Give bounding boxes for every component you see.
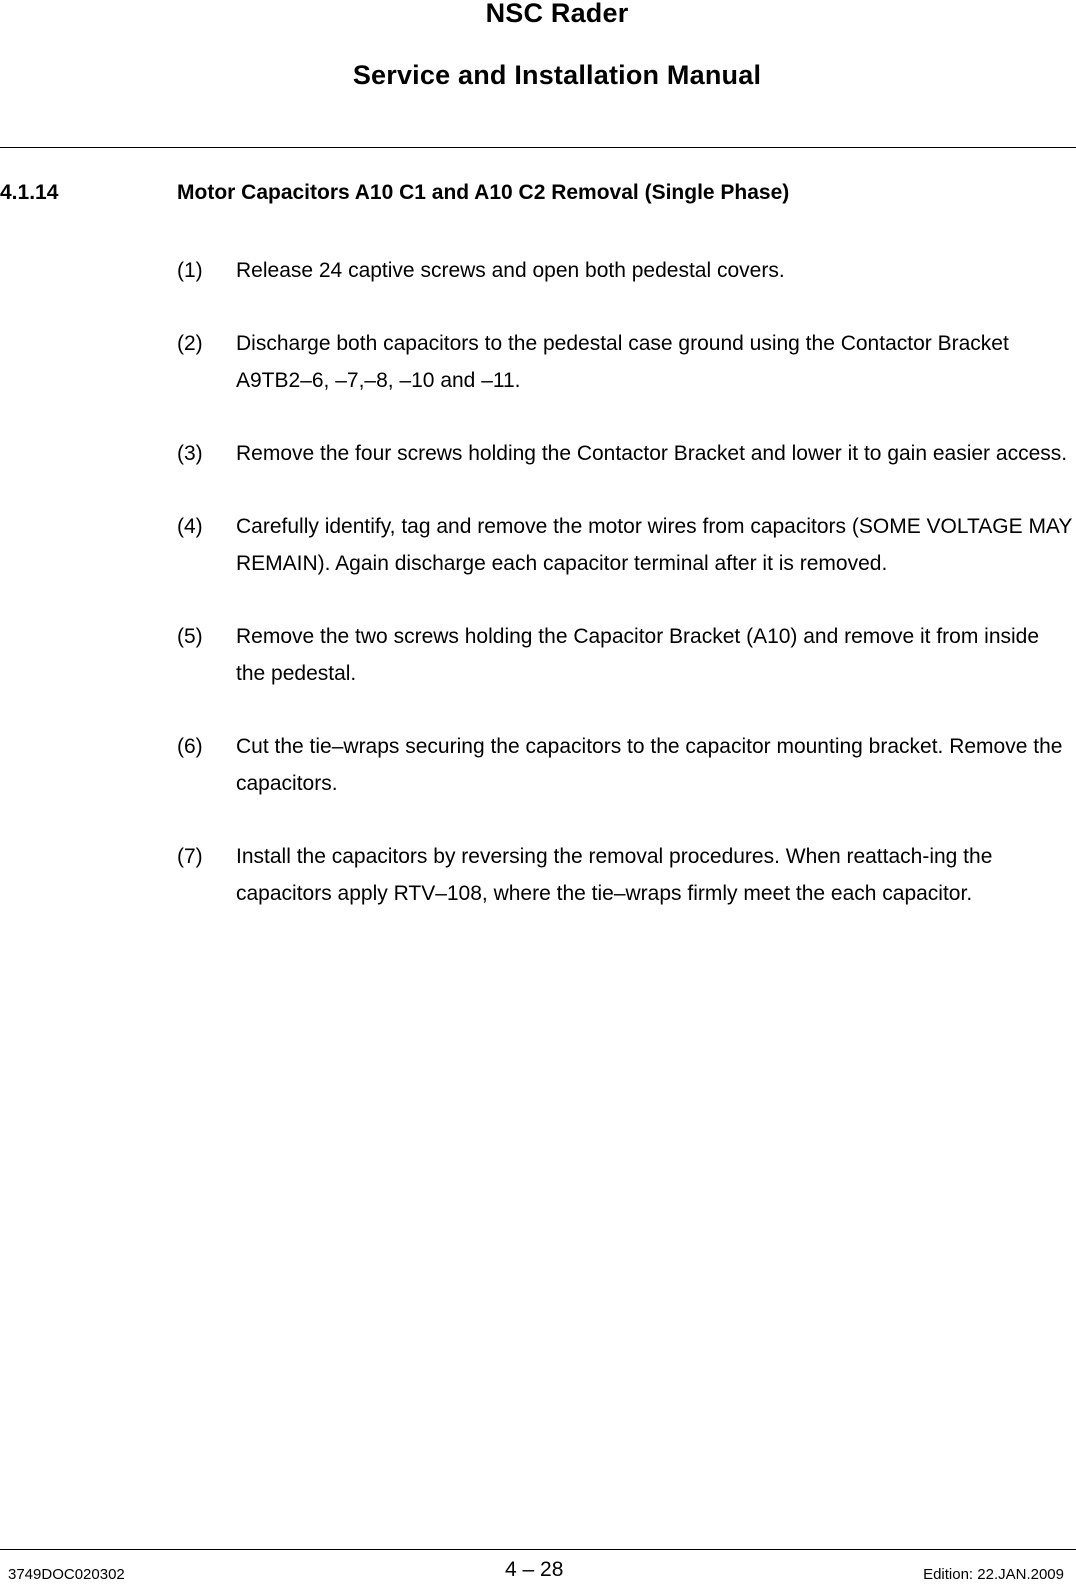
footer-document-id: 3749DOC020302	[8, 1566, 125, 1583]
step-text: Remove the two screws holding the Capacitor Bracket (A10) and remove it from inside the pedestal.	[236, 625, 1040, 685]
section-title: Motor Capacitors A10 C1 and A10 C2 Removal (Single Phase)	[177, 181, 790, 204]
footer-page-number: 4 – 28	[505, 1558, 564, 1581]
footer-divider	[0, 1549, 1076, 1550]
step-text: Carefully identify, tag and remove the motor wires from capacitors (SOME VOLTAGE MAY REMAIN). Again discharge each capacitor terminal after it is removed.	[236, 515, 1073, 575]
procedure-step	[177, 618, 1072, 692]
step-number: (1)	[177, 259, 203, 282]
procedure-step	[177, 435, 1072, 472]
procedure-steps	[177, 252, 1072, 948]
footer-edition: Edition: 22.JAN.2009	[923, 1566, 1064, 1583]
procedure-step	[177, 508, 1072, 582]
step-text: Cut the tie–wraps securing the capacitors to the capacitor mounting bracket. Remove the capacitors.	[236, 735, 1063, 795]
document-title: NSC Rader	[485, 0, 629, 28]
procedure-step	[177, 325, 1072, 399]
document-subtitle: Service and Installation Manual	[352, 60, 762, 90]
step-number: (7)	[177, 845, 203, 868]
step-text: Release 24 captive screws and open both pedestal covers.	[236, 259, 785, 282]
step-text: Remove the four screws holding the Contactor Bracket and lower it to gain easier access.	[236, 442, 1068, 465]
step-number: (5)	[177, 625, 203, 648]
procedure-step	[177, 838, 1072, 912]
step-number: (6)	[177, 735, 203, 758]
step-text: Discharge both capacitors to the pedestal case ground using the Contactor Bracket A9TB2–6, –7,–8, –10 and –11.	[236, 332, 1009, 392]
step-number: (3)	[177, 442, 203, 465]
procedure-step	[177, 728, 1072, 802]
procedure-step	[177, 252, 1072, 289]
section-number: 4.1.14	[0, 181, 59, 204]
step-number: (2)	[177, 332, 203, 355]
step-text: Install the capacitors by reversing the removal procedures. When reattach-ing the capacitors apply RTV–108, where the tie–wraps firmly meet the each capacitor.	[236, 845, 993, 905]
header-divider	[0, 147, 1076, 148]
step-number: (4)	[177, 515, 203, 538]
